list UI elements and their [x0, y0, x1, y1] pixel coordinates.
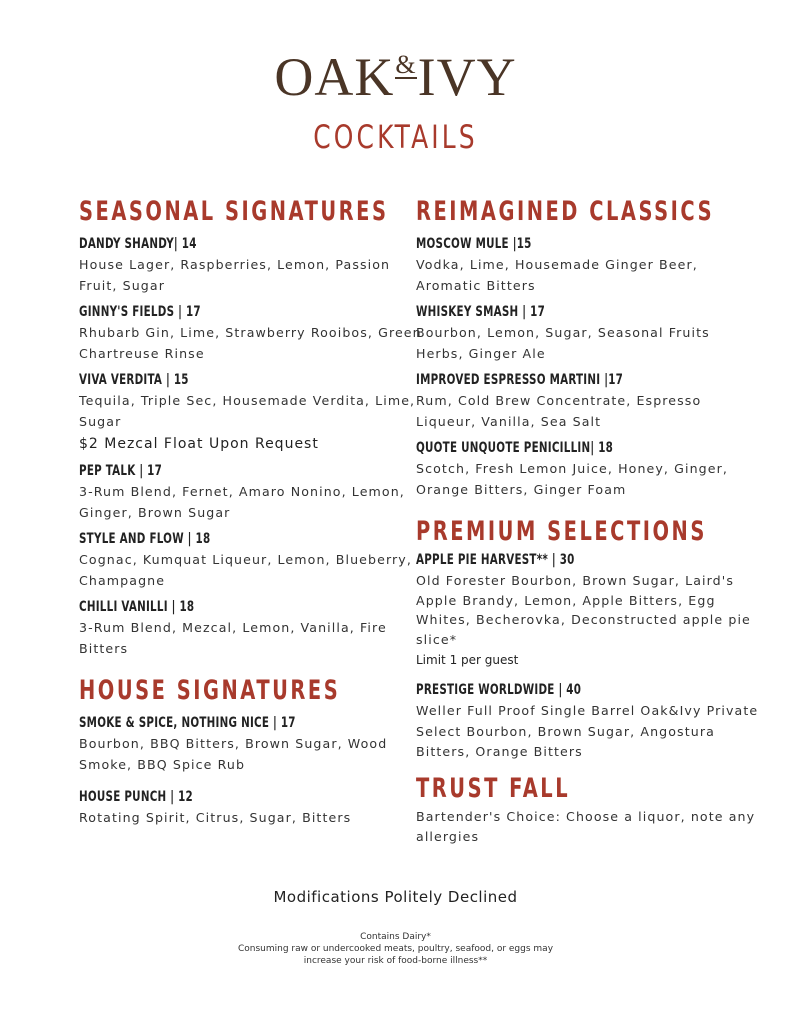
item-name: APPLE PIE HARVEST** | 30 [416, 552, 575, 568]
section-title: HOUSE SIGNATURES [79, 675, 341, 706]
item-name: PEP TALK | 17 [79, 463, 163, 479]
item-description: Bourbon, BBQ Bitters, Brown Sugar, Wood Smoke, BBQ Spice Rub [79, 736, 388, 772]
food-safety-disclaimer-line2: increase your risk of food-borne illness** [303, 956, 488, 966]
left-column [79, 196, 424, 829]
menu-item [416, 370, 761, 432]
menu-item [416, 807, 761, 848]
section-title: SEASONAL SIGNATURES [79, 196, 389, 227]
item-name: CHILLI VANILLI | 18 [79, 599, 195, 615]
menu-item [79, 713, 424, 775]
item-description: Old Forester Bourbon, Brown Sugar, Laird's Apple Brandy, Lemon, Apple Bitters, Egg Whites, Becherovka, Deconstructed apple pie slice* [416, 573, 751, 647]
item-name: HOUSE PUNCH | 12 [79, 789, 193, 805]
limit-note: Limit 1 per guest [416, 653, 519, 667]
item-name: VIVA VERDITA | 15 [79, 372, 189, 388]
item-name: MOSCOW MULE |15 [416, 236, 532, 252]
page-title: COCKTAILS [313, 118, 478, 156]
menu-item [79, 234, 424, 296]
menu-item [79, 597, 424, 659]
item-description: Rhubarb Gin, Lime, Strawberry Rooibos, Green Chartreuse Rinse [79, 325, 422, 361]
section-premium-selections [416, 516, 761, 763]
item-name: QUOTE UNQUOTE PENICILLIN| 18 [416, 440, 614, 456]
item-description: Rum, Cold Brew Concentrate, Espresso Liqueur, Vanilla, Sea Salt [416, 393, 702, 429]
menu-item [79, 302, 424, 364]
section-reimagined-classics [416, 196, 761, 500]
section-house-signatures [79, 675, 424, 829]
section-title: TRUST FALL [416, 772, 571, 804]
item-name: STYLE AND FLOW | 18 [79, 531, 211, 547]
item-name: PRESTIGE WORLDWIDE | 40 [416, 682, 582, 698]
item-description: Tequila, Triple Sec, Housemade Verdita, Lime, Sugar [79, 393, 416, 429]
dairy-disclaimer: Contains Dairy* [360, 932, 431, 942]
item-description: Vodka, Lime, Housemade Ginger Beer, Aromatic Bitters [416, 257, 698, 293]
item-name: GINNY'S FIELDS | 17 [79, 304, 201, 320]
item-description: Cognac, Kumquat Liqueur, Lemon, Blueberry, Champagne [79, 552, 412, 588]
menu-item [79, 461, 424, 523]
item-description: Scotch, Fresh Lemon Juice, Honey, Ginger, Orange Bitters, Ginger Foam [416, 461, 728, 497]
menu-item [416, 302, 761, 364]
item-description: Bartender's Choice: Choose a liquor, note any allergies [416, 808, 756, 844]
menu-item [416, 550, 761, 670]
menu-item [416, 438, 761, 500]
item-description: 3-Rum Blend, Mezcal, Lemon, Vanilla, Fire Bitters [79, 620, 387, 656]
menu-item [79, 529, 424, 591]
menu-item [79, 787, 424, 829]
menu-item [416, 680, 761, 763]
menu-item [416, 234, 761, 296]
mezcal-float-note: $2 Mezcal Float Upon Request [79, 436, 319, 452]
logo-oak: OAK [274, 47, 395, 107]
section-title: REIMAGINED CLASSICS [416, 196, 715, 227]
section-trust-fall [416, 773, 761, 848]
item-name: WHISKEY SMASH | 17 [416, 304, 546, 320]
item-name: DANDY SHANDY| 14 [79, 236, 197, 252]
item-description: 3-Rum Blend, Fernet, Amaro Nonino, Lemon, Ginger, Brown Sugar [79, 484, 405, 520]
modifications-note: Modifications Politely Declined [273, 888, 518, 906]
item-description: Weller Full Proof Single Barrel Oak&Ivy Private Select Bourbon, Brown Sugar, Angostura Bitters, Orange Bitters [416, 703, 759, 759]
item-name: IMPROVED ESPRESSO MARTINI |17 [416, 372, 624, 388]
item-name: SMOKE & SPICE, NOTHING NICE | 17 [79, 715, 296, 731]
item-description: House Lager, Raspberries, Lemon, Passion Fruit, Sugar [79, 257, 391, 293]
logo-ampersand: & [395, 50, 417, 79]
oak-ivy-logo [0, 47, 791, 107]
section-title: PREMIUM SELECTIONS [416, 516, 707, 547]
section-seasonal-signatures [79, 196, 424, 659]
right-column [416, 196, 761, 848]
item-description: Bourbon, Lemon, Sugar, Seasonal Fruits Herbs, Ginger Ale [416, 325, 710, 361]
menu-item [79, 370, 424, 455]
item-description: Rotating Spirit, Citrus, Sugar, Bitters [79, 810, 352, 825]
food-safety-disclaimer-line1: Consuming raw or undercooked meats, poultry, seafood, or eggs may [237, 944, 554, 954]
logo-ivy: IVY [417, 47, 517, 107]
